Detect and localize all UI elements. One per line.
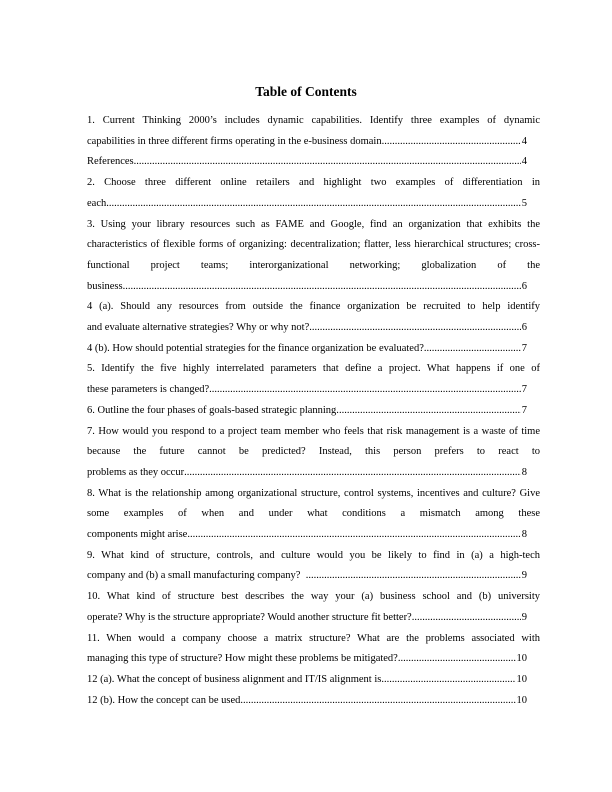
toc-entry-heading: components might arise. <box>87 529 190 541</box>
toc-dot-leader <box>381 670 515 691</box>
toc-entry-leader-line <box>87 132 527 153</box>
toc-dot-leader <box>384 132 521 153</box>
toc-entry-heading: problems as they occur <box>87 466 185 478</box>
toc-entry[interactable] <box>87 152 540 173</box>
toc-entry-text: 10. What kind of structure best describes the way your (a) business school and (b) university <box>87 591 540 603</box>
toc-page-number: 8 <box>521 466 527 478</box>
toc-page-number: 6 <box>521 322 527 334</box>
toc-entry-text: 8. What is the relationship among organizational structure, control systems, incentives and culture? Give some examples of when and under what conditions a mismatch among these <box>87 487 540 520</box>
toc-entry-leader-line <box>87 277 527 298</box>
toc-entry[interactable] <box>87 401 540 422</box>
toc-entry-text: 3. Using your library resources such as FAME and Google, find an organization that exhibits the characteristics of flexible forms of organizing: decentralization; flatter, less hierarchical structures; cross-functional project teams; interorganizational networking; globalization of the <box>87 218 540 271</box>
toc-entry[interactable] <box>87 359 540 400</box>
toc-page-number: 4 <box>521 135 527 147</box>
toc-page-number: 7 <box>521 384 527 396</box>
toc-entry-leader-line <box>87 401 527 422</box>
toc-entry-leader-line <box>87 691 527 712</box>
toc-title: Table of Contents <box>255 84 357 99</box>
toc-entry-heading: capabilities in three different firms operating in the e-business domain. <box>87 135 385 147</box>
toc-page-number: 10 <box>516 694 527 706</box>
toc-page-number: 6 <box>521 280 527 292</box>
toc-entry[interactable] <box>87 111 540 152</box>
toc-entry-heading: each <box>87 197 107 209</box>
toc-dot-leader <box>339 401 521 422</box>
toc-entry-leader-line <box>87 194 527 215</box>
toc-entry-text: 7. How would you respond to a project team member who feels that risk management is a waste of time because the future cannot be predicted? Instead, this person prefers to react to <box>87 425 540 458</box>
toc-page-number: 4 <box>521 156 527 168</box>
toc-entry-heading: company and (b) a small manufacturing company? <box>87 570 306 582</box>
toc-dot-leader <box>398 649 516 670</box>
toc-entry-text: 1. Current Thinking 2000’s includes dynamic capabilities. Identify three examples of dynamic <box>87 115 540 126</box>
toc-entry-leader-line <box>87 380 527 401</box>
toc-dot-leader <box>306 566 521 587</box>
toc-entry[interactable] <box>87 691 540 712</box>
toc-dot-leader <box>123 277 521 298</box>
toc-page-number: 8 <box>521 529 527 541</box>
toc-entry[interactable] <box>87 484 540 546</box>
toc-page-number: 9 <box>521 570 527 582</box>
toc-entry-heading: managing this type of structure? How might these problems be mitigated? <box>87 653 398 665</box>
toc-entry[interactable] <box>87 215 540 298</box>
toc-page-number: 9 <box>521 611 527 623</box>
toc-dot-leader <box>106 194 521 215</box>
toc-entry-text: 11. When would a company choose a matrix structure? What are the problems associated with <box>87 632 540 644</box>
toc-page-number: 10 <box>516 673 527 685</box>
toc-entry-leader-line <box>87 670 527 691</box>
toc-entry[interactable] <box>87 546 540 587</box>
toc-entry-heading: and evaluate alternative strategies? Why or why not? <box>87 322 310 334</box>
toc-dot-leader <box>309 318 520 339</box>
toc-page-number: 5 <box>521 197 527 209</box>
toc-entry-leader-line <box>87 152 527 173</box>
toc-entry[interactable] <box>87 297 540 338</box>
toc-entry-heading: 12 (b). How the concept can be used <box>87 694 241 706</box>
toc-entry-heading: business <box>87 280 123 292</box>
toc-dot-leader <box>134 152 521 173</box>
toc-dot-leader <box>424 339 521 360</box>
toc-entry-heading: 6. Outline the four phases of goals-based strategic planning. <box>87 404 339 416</box>
toc-dot-leader <box>412 608 521 629</box>
toc-entry-leader-line <box>87 525 527 546</box>
toc-entry[interactable] <box>87 173 540 214</box>
toc-dot-leader <box>209 380 521 401</box>
toc-entry-text: 5. Identify the five highly interrelated parameters that define a project. What happens if one of <box>87 363 540 375</box>
toc-dot-leader <box>190 525 521 546</box>
toc-entry-leader-line <box>87 649 527 670</box>
toc-entry[interactable] <box>87 670 540 691</box>
toc-entry-heading: these parameters is changed? <box>87 384 210 396</box>
toc-entry-leader-line <box>87 566 527 587</box>
toc-list <box>87 111 540 711</box>
toc-entry-leader-line <box>87 608 527 629</box>
toc-entry-leader-line <box>87 463 527 484</box>
toc-dot-leader <box>184 463 521 484</box>
toc-entry-leader-line <box>87 339 527 360</box>
toc-entry-text: 9. What kind of structure, controls, and culture would you be likely to find in (a) a high-tech <box>87 549 540 561</box>
toc-entry-heading: 4 (b). How should potential strategies for the finance organization be evaluated? <box>87 342 424 354</box>
toc-entry-heading: operate? Why is the structure appropriate? Would another structure fit better? <box>87 611 412 623</box>
toc-page-number: 10 <box>516 653 527 665</box>
toc-entry-heading: 12 (a). What the concept of business alignment and IT/IS alignment is <box>87 673 382 685</box>
toc-page-number: 7 <box>521 342 527 354</box>
toc-entry-text: 2. Choose three different online retailers and highlight two examples of differentiation in <box>87 177 540 189</box>
toc-dot-leader <box>240 691 515 712</box>
toc-entry-text: 4 (a). Should any resources from outside the finance organization be recruited to help identify <box>87 301 540 313</box>
toc-entry[interactable] <box>87 422 540 484</box>
toc-entry[interactable] <box>87 339 540 360</box>
toc-entry-heading: References <box>87 156 134 168</box>
toc-page-number: 7 <box>521 404 527 416</box>
toc-entry-leader-line <box>87 318 527 339</box>
toc-entry[interactable] <box>87 629 540 670</box>
toc-entry[interactable] <box>87 587 540 628</box>
